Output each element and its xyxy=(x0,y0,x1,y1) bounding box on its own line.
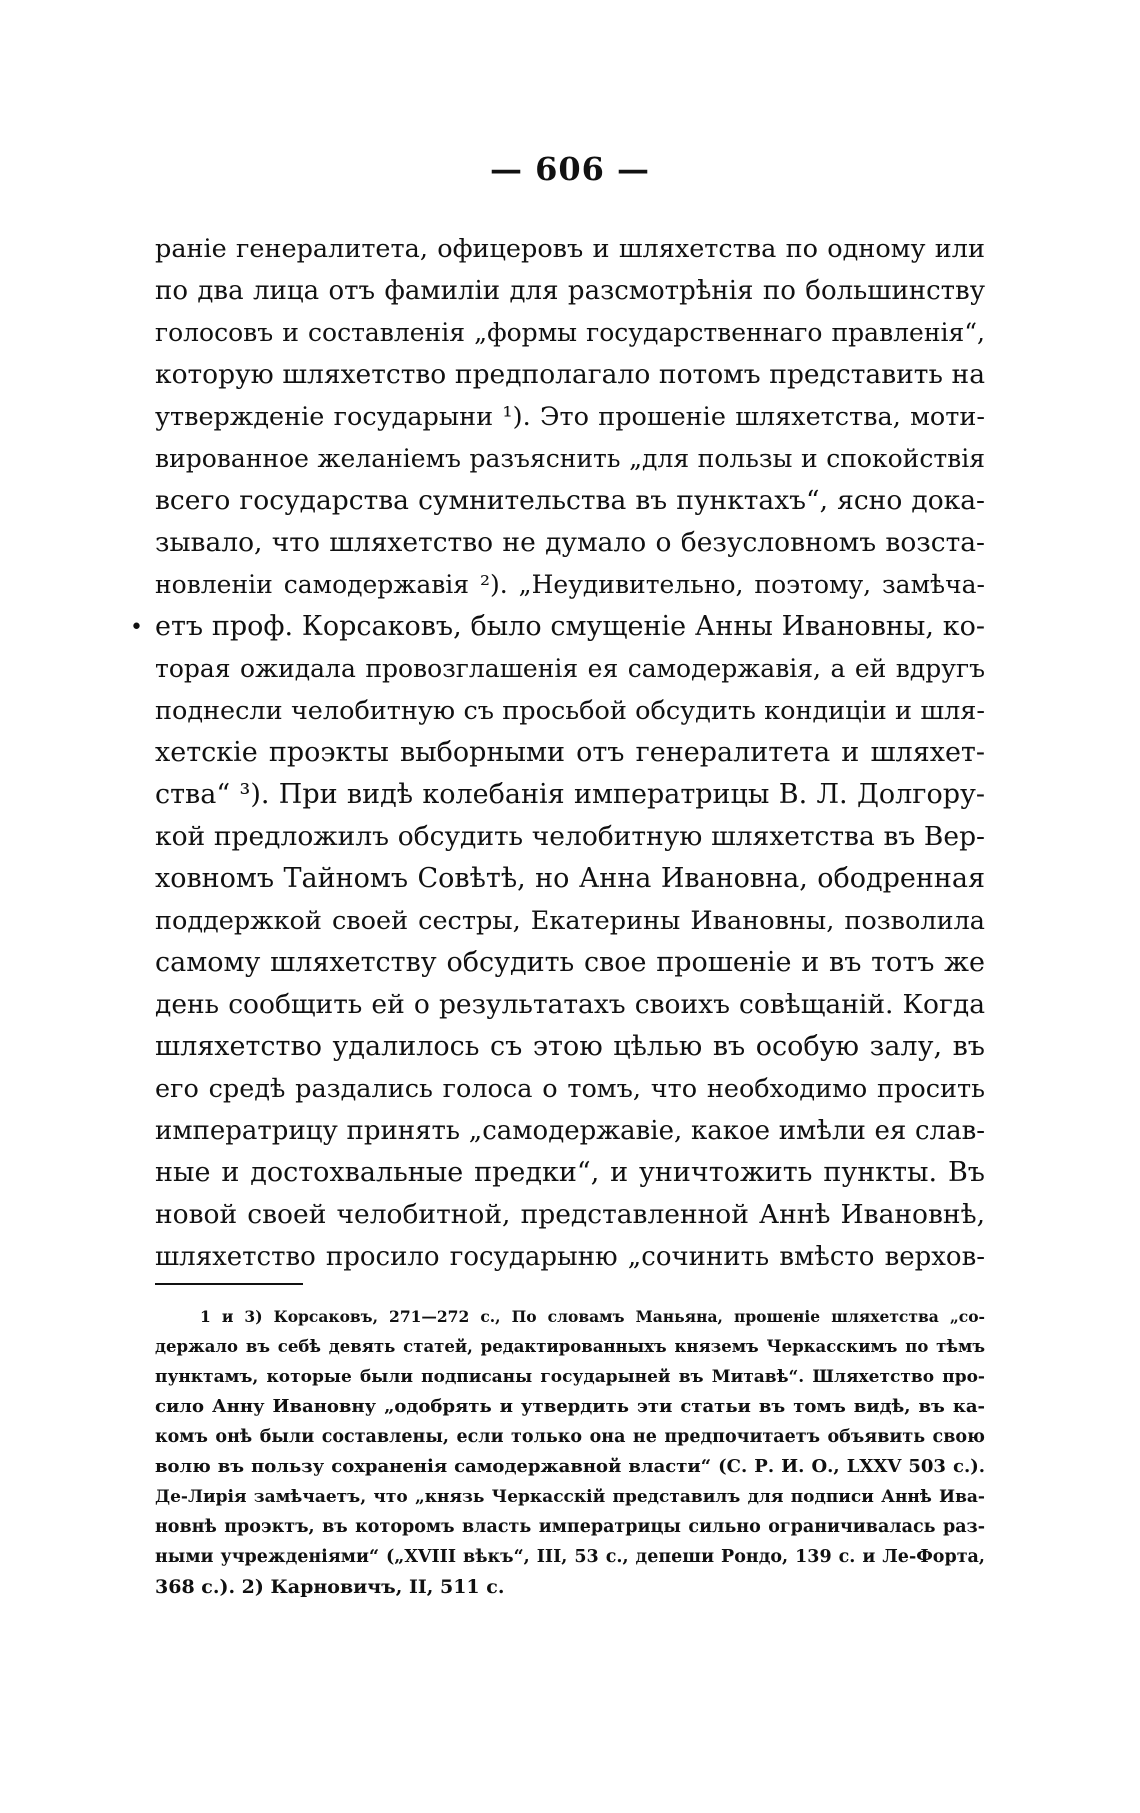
footnotes xyxy=(155,1302,985,1602)
text-line: кой предложилъ обсудить челобитную шляхетства въ Вер- xyxy=(155,821,985,852)
text-line: голосовъ и составленія „формы государственнаго правленія“, xyxy=(155,318,985,347)
text-line: по два лица отъ фамиліи для разсмотрѣнія по большинству xyxy=(155,276,985,306)
footnote-line: Де-Лирія замѣчаетъ, что „князь Черкасскій представилъ для подписи Аннѣ Ива- xyxy=(155,1487,985,1507)
text-line: ства“ ³). При видѣ колебанія императрицы В. Л. Долгору- xyxy=(155,779,985,810)
text-line: раніе генералитета, офицеровъ и шляхетства по одному или xyxy=(155,234,985,264)
text-line: новленіи самодержавія ²). „Неудивительно, поэтому, замѣча- xyxy=(155,570,985,599)
text-line: шляхетство просило государыню „сочинить вмѣсто верхов- xyxy=(155,1242,985,1272)
footnote-divider xyxy=(155,1283,303,1285)
text-line: ные и достохвальные предки“, и уничтожить пункты. Въ xyxy=(155,1157,985,1188)
footnote-line: сило Анну Ивановну „одобрять и утвердить эти статьи въ томъ видѣ, въ ка- xyxy=(155,1396,985,1417)
text-line: хетскіе проэкты выборными отъ генералитета и шляхет- xyxy=(155,737,985,768)
text-line: новой своей челобитной, представленной Аннѣ Ивановнѣ, xyxy=(155,1199,985,1230)
text-line: вированное желаніемъ разъяснить „для пользы и спокойствія xyxy=(155,444,985,473)
text-line: ховномъ Тайномъ Совѣтѣ, но Анна Ивановна, ободренная xyxy=(155,863,985,894)
footnote-line: держало въ себѣ девять статей, редактированныхъ княземъ Черкасскимъ по тѣмъ xyxy=(155,1337,985,1356)
page-number: — 606 — xyxy=(489,150,651,188)
text-line: всего государства сумнительства въ пунктахъ“, ясно дока- xyxy=(155,485,985,516)
text-line: день сообщить ей о результатахъ своихъ совѣщаній. Когда xyxy=(155,989,985,1020)
text-line: самому шляхетству обсудить свое прошеніе и въ тотъ же xyxy=(155,947,985,978)
text-line: шляхетство удалилось съ этою цѣлью въ особую залу, въ xyxy=(155,1031,985,1062)
text-line: зывало, что шляхетство не думало о безусловномъ возста- xyxy=(155,527,985,558)
footnote-line: 368 с.). 2) Карновичъ, II, 511 с. xyxy=(155,1576,505,1598)
footnote-line: комъ онѣ были составлены, если только она не предпочитаетъ объявить свою xyxy=(155,1427,985,1447)
footnote-line: пунктамъ, которые были подписаны государыней въ Митавѣ“. Шляхетство про- xyxy=(155,1367,985,1387)
margin-mark: • xyxy=(130,615,143,640)
text-line: утвержденіе государыни ¹). Это прошеніе шляхетства, моти- xyxy=(155,402,985,432)
text-line: поднесли челобитную съ просьбой обсудить кондиціи и шля- xyxy=(155,696,985,726)
text-line: императрицу принять „самодержавіе, какое имѣли ея слав- xyxy=(155,1116,985,1146)
main-text xyxy=(155,228,985,1278)
text-line: поддержкой своей сестры, Екатерины Ивановны, позволила xyxy=(155,906,985,936)
footnote-line: волю въ пользу сохраненія самодержавной власти“ (С. Р. И. О., LXXV 503 с.). xyxy=(155,1456,985,1477)
text-line: его средѣ раздались голоса о томъ, что необходимо просить xyxy=(155,1074,985,1104)
footnote-line: новнѣ проэктъ, въ которомъ власть императрицы сильно ограничивалась раз- xyxy=(155,1517,985,1537)
text-line: торая ожидала провозглашенія ея самодержавія, а ей вдругъ xyxy=(155,654,985,683)
footnote-line: ными учрежденіями“ („XVIII вѣкъ“, III, 53 с., депеши Рондо, 139 с. и Ле-Форта, xyxy=(155,1547,985,1567)
text-line: которую шляхетство предполагало потомъ представить на xyxy=(155,359,985,390)
text-line: етъ проф. Корсаковъ, было смущеніе Анны Ивановны, ко- xyxy=(155,611,985,642)
footnote-line: 1 и 3) Корсаковъ, 271—272 с., По словамъ Маньяна, прошеніе шляхетства „со- xyxy=(200,1307,985,1326)
